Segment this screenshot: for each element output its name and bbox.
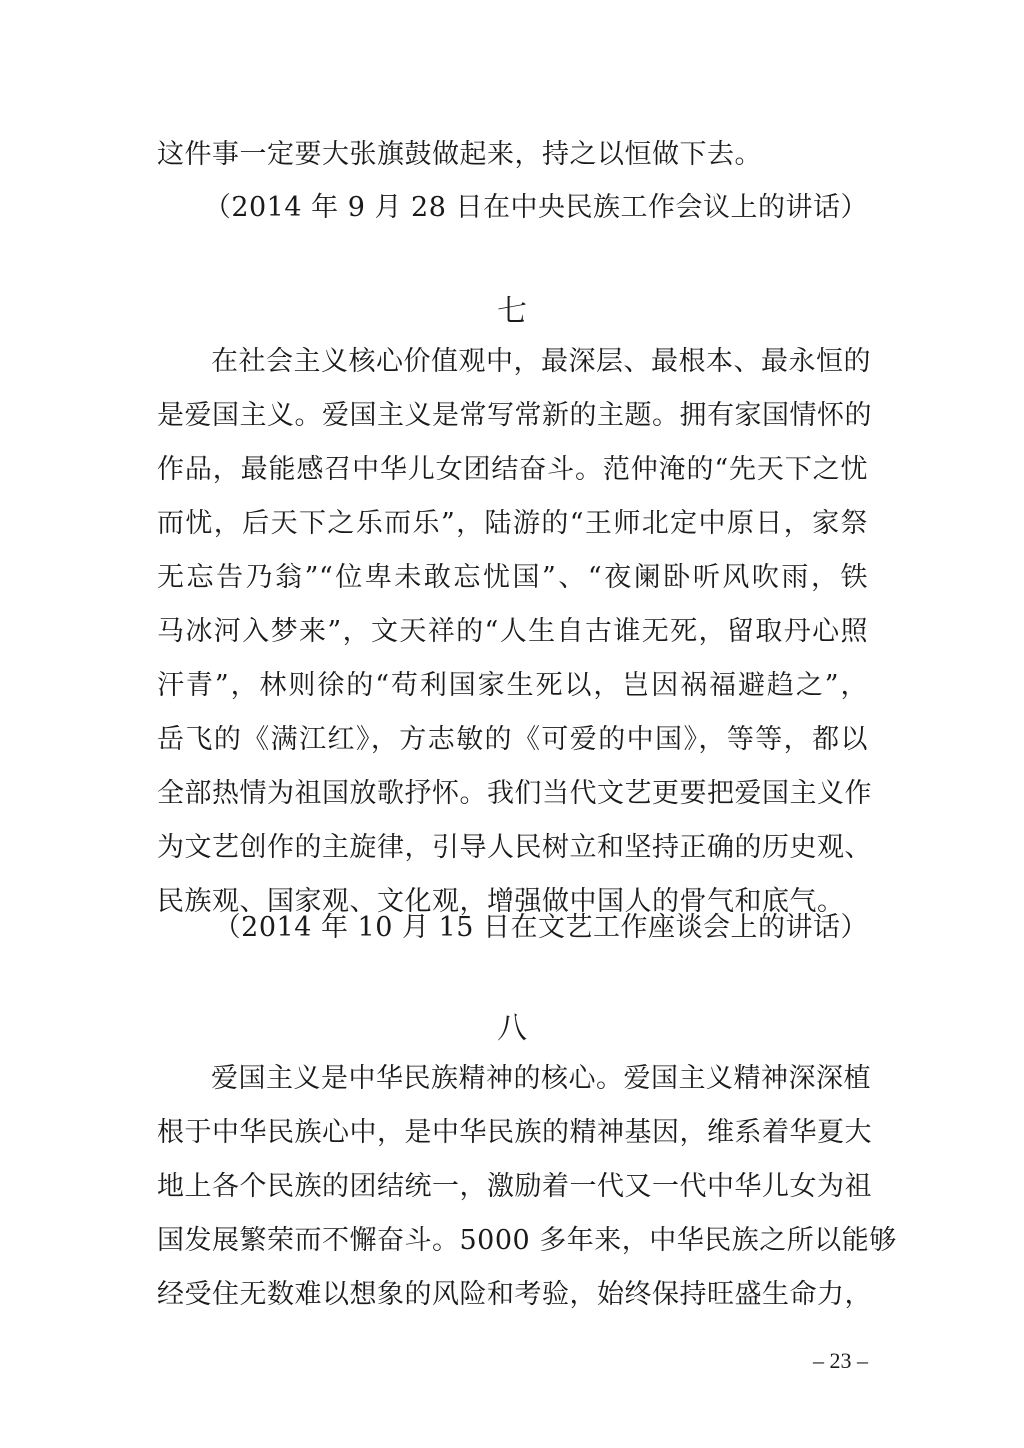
speech-citation: （2014 年 10 月 15 日在文艺工作座谈会上的讲话） [213, 912, 868, 943]
section-heading-8: 八 [497, 1011, 527, 1046]
paragraph-line: 作品，最能感召中华儿女团结奋斗。范仲淹的“先天下之忧 [157, 454, 868, 485]
paragraph-line: 民族观、国家观、文化观，增强做中国人的骨气和底气。 [157, 886, 845, 917]
paragraph-line: 经受住无数难以想象的风险和考验，始终保持旺盛生命力， [157, 1279, 872, 1310]
section-heading-7: 七 [497, 294, 527, 329]
paragraph-line: 为文艺创作的主旋律，引导人民树立和坚持正确的历史观、 [157, 832, 872, 863]
paragraph-line: 全部热情为祖国放歌抒怀。我们当代文艺更要把爱国主义作 [157, 778, 872, 809]
paragraph-line: 而忧，后天下之乐而乐”，陆游的“王师北定中原日，家祭 [157, 508, 868, 539]
paragraph-line: 在社会主义核心价值观中，最深层、最根本、最永恒的 [211, 346, 871, 377]
paragraph-line: 爱国主义是中华民族精神的核心。爱国主义精神深深植 [211, 1063, 871, 1094]
paragraph-line: 国发展繁荣而不懈奋斗。5000 多年来，中华民族之所以能够 [157, 1225, 897, 1256]
paragraph-line: 根于中华民族心中，是中华民族的精神基因，维系着华夏大 [157, 1117, 872, 1148]
paragraph-line: 汗青”，林则徐的“苟利国家生死以，岂因祸福避趋之”， [157, 670, 868, 701]
paragraph-line: 马冰河入梦来”，文天祥的“人生自古谁无死，留取丹心照 [157, 616, 868, 647]
paragraph-line: 这件事一定要大张旗鼓做起来，持之以恒做下去。 [157, 139, 762, 170]
speech-citation: （2014 年 9 月 28 日在中央民族工作会议上的讲话） [203, 192, 868, 223]
paragraph-line: 地上各个民族的团结统一，激励着一代又一代中华儿女为祖 [157, 1171, 872, 1202]
paragraph-line: 是爱国主义。爱国主义是常写常新的主题。拥有家国情怀的 [157, 400, 872, 431]
paragraph-line: 岳飞的《满江红》，方志敏的《可爱的中国》，等等，都以 [157, 724, 868, 755]
paragraph-line: 无忘告乃翁”“位卑未敢忘忧国”、“夜阑卧听风吹雨，铁 [157, 562, 868, 593]
page-number: – 23 – [813, 1348, 868, 1373]
